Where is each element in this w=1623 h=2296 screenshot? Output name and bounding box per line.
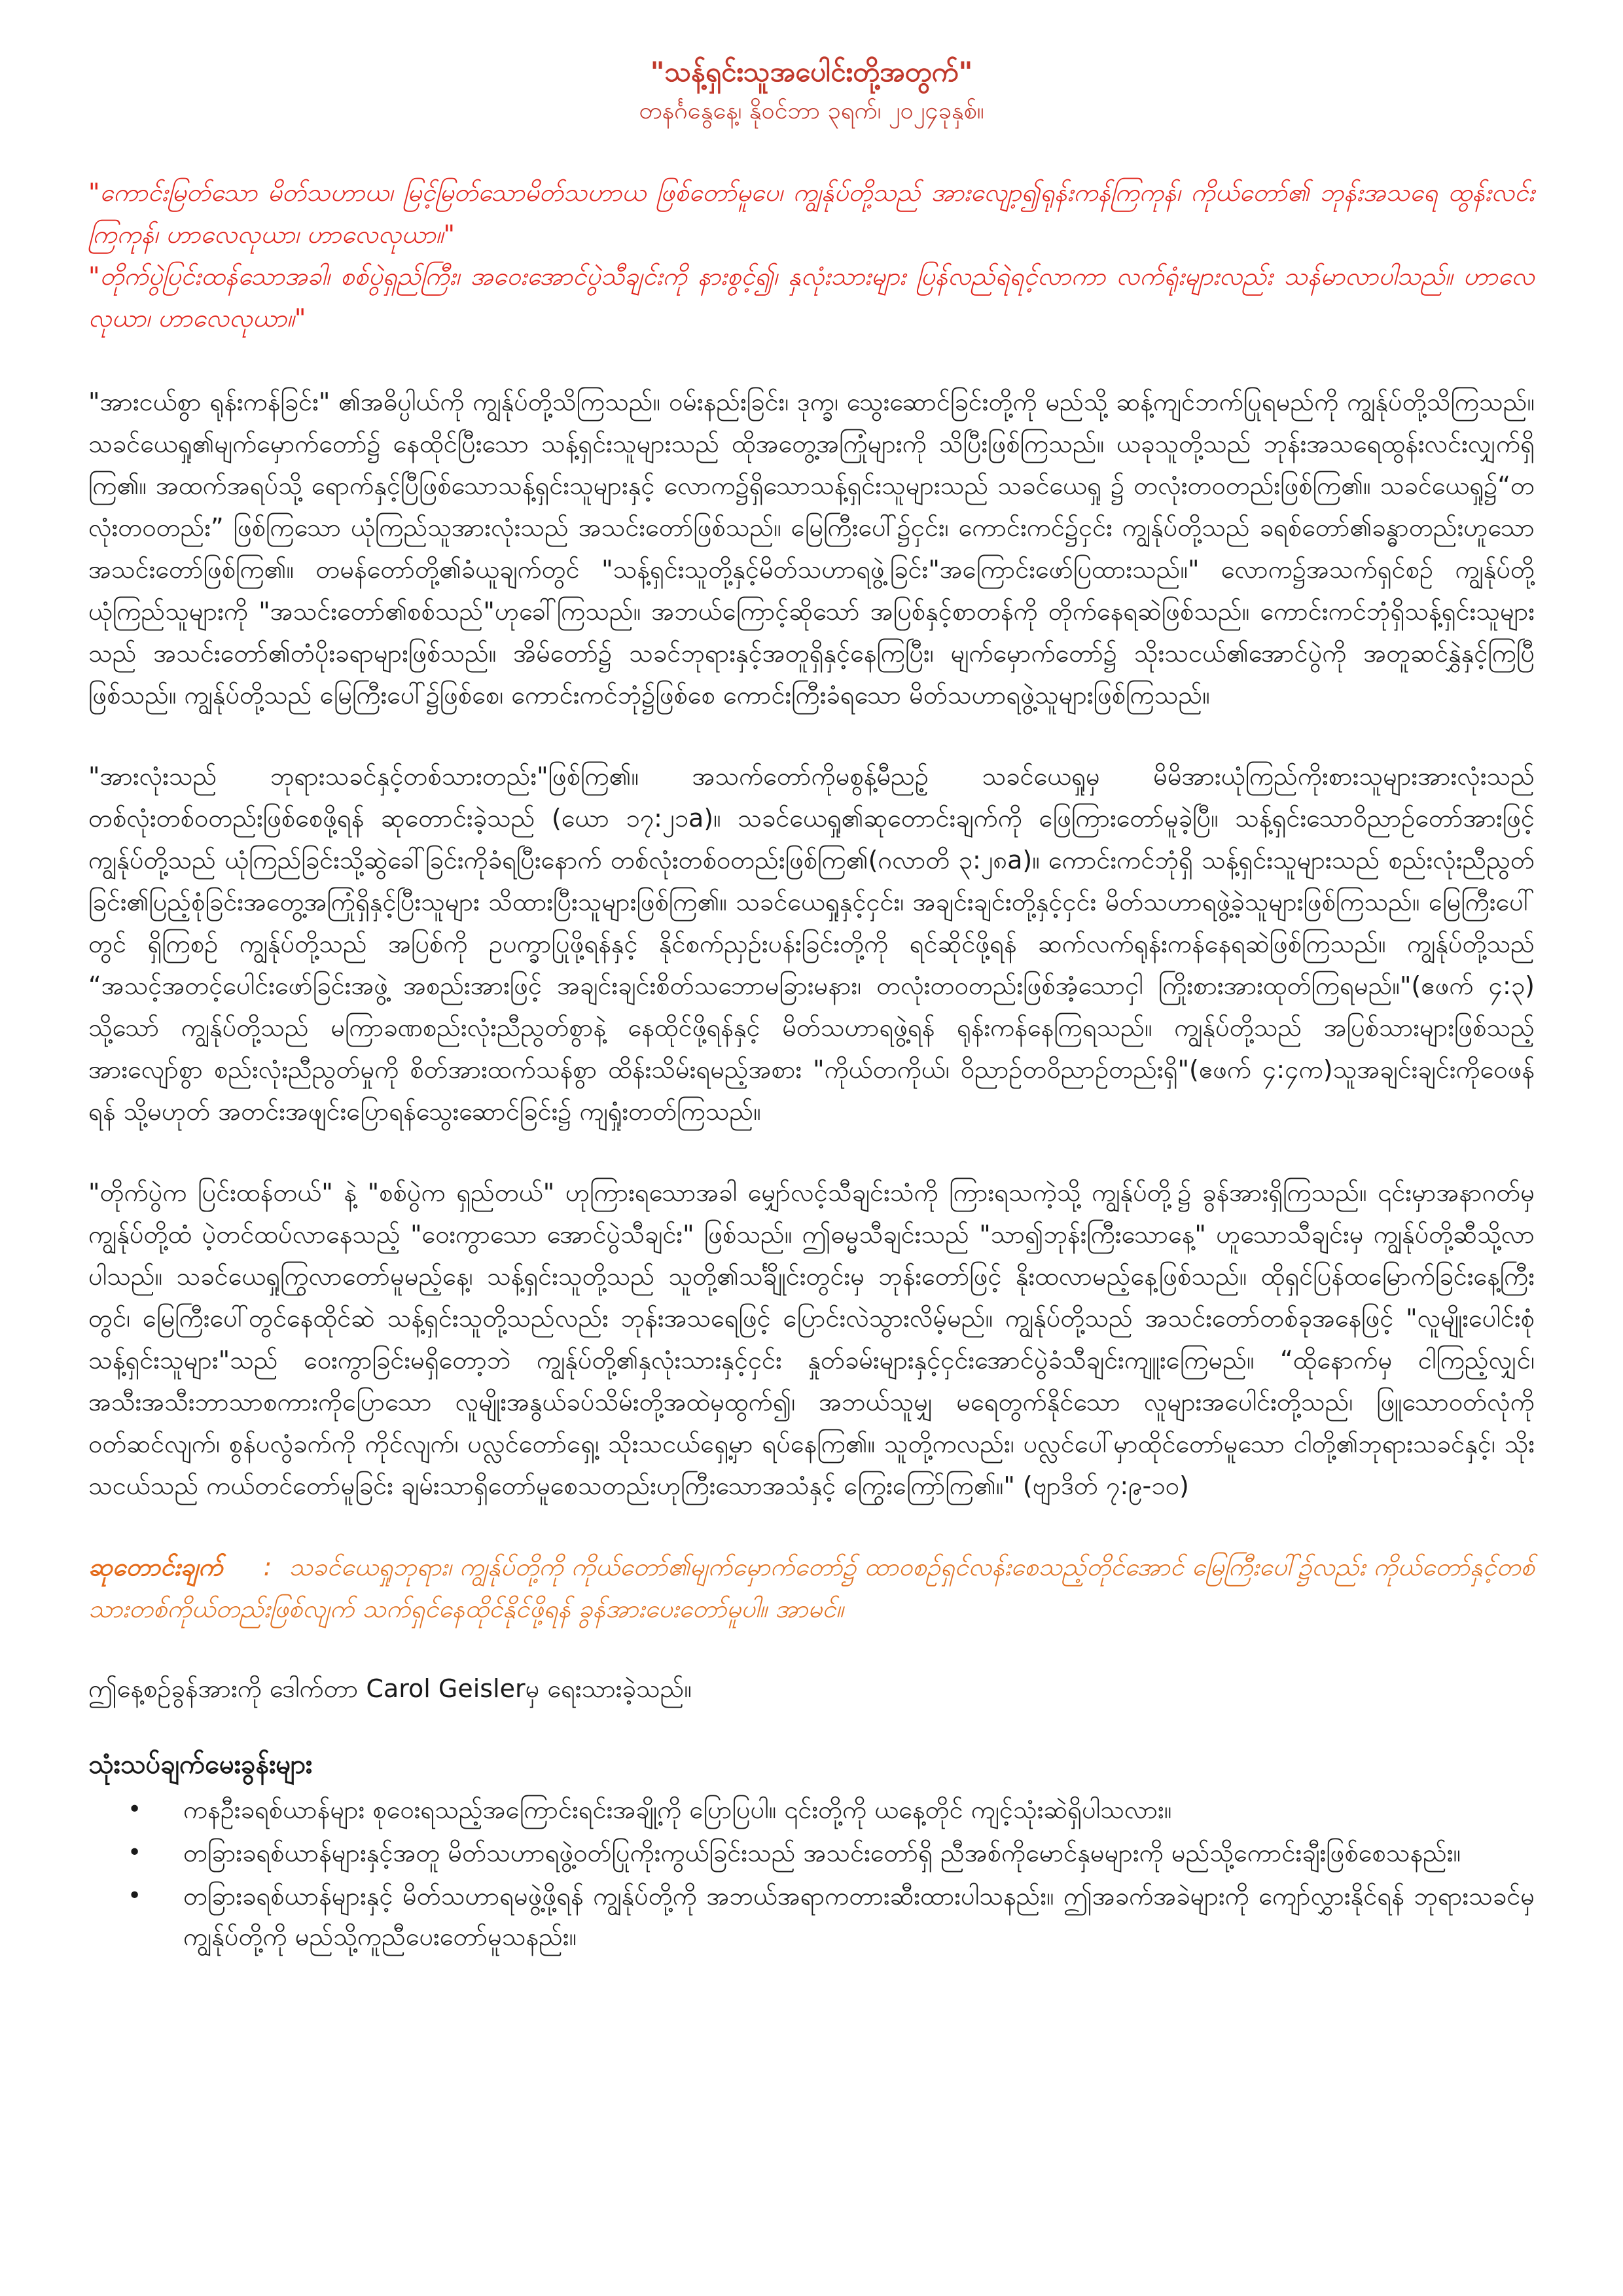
question-item — [88, 1876, 1535, 1957]
bullet-icon: • — [128, 1796, 142, 1823]
hymn-quote-line-2: "တိုက်ပွဲပြင်းထန်သောအခါ၊ စစ်ပွဲရှည်ကြီး၊ အဝေးအောင်ပွဲသီချင်းကို နားစွင့်၍၊ နှလုံးသားများ ပြန်လည်ရဲရင့်လာကာ လက်ရုံးများလည်း သန်မာလာပါသည်။ ဟာလေလုယာ၊ ဟာလေလုယာ။" — [88, 262, 1535, 332]
question-item — [88, 1833, 1535, 1873]
devotional-body — [88, 381, 1535, 1957]
prayer-label: ဆုတောင်းချက် — [88, 1552, 223, 1581]
prayer-text: သခင်ယေရှုဘုရား၊ ကျွန်ုပ်တို့ကို ကိုယ်တော်၏မျက်မှောက်တော်၌ ထာဝစဉ်ရှင်လန်းစေသည့်တိုင်အောင် မြေကြီးပေါ်၌လည်း ကိုယ်တော်နှင့်တစ်သားတစ်ကိုယ်တည်းဖြစ်လျက် သက်ရှင်နေထိုင်နိုင်ဖို့ရန် ခွန်အားပေးတော်မူပါ။ အာမင်။ — [88, 1552, 1535, 1623]
question-item — [88, 1789, 1535, 1830]
body-paragraph-2: "အားလုံးသည် ဘုရားသခင်နှင့်တစ်သားတည်း"ဖြစ်ကြ၏။ အသက်တော်ကိုမစွန့်မီညဥ့် သခင်ယေရှုမှ မိမိအားယုံကြည်ကိုးစားသူများအားလုံးသည် တစ်လုံးတစ်ဝတည်းဖြစ်စေဖို့ရန် ဆုတောင်းခဲ့သည် (ယော ၁၇:၂၁a)။ သခင်ယေရှု၏ဆုတောင်းချက်ကို ဖြေကြားတော်မူခဲ့ပြီ။ သန့်ရှင်းသောဝိညာဉ်တော်အားဖြင့် ကျွန်ုပ်တို့သည် ယုံကြည်ခြင်းသို့ဆွဲခေါ်ခြင်းကိုခံရပြီးနောက် တစ်လုံးတစ်ဝတည်းဖြစ်ကြ၏(ဂလာတိ ၃:၂၈a)။ ကောင်းကင်ဘုံရှိ သန့်ရှင်းသူများသည် စည်းလုံးညီညွတ်ခြင်း၏ပြည့်စုံခြင်းအတွေ့အကြုံရှိနှင့်ပြီးသူများ သိထားပြီးသူများဖြစ်ကြ၏။ သခင်ယေရှုနှင့်ငှင်း၊ အချင်းချင်းတို့နှင့်ငှင်း မိတ်သဟာရဖွဲ့ခဲ့သူများဖြစ်ကြသည်။ မြေကြီးပေါ်တွင် ရှိကြစဉ် ကျွန်ုပ်တို့သည် အပြစ်ကို ဥပက္ခာပြုဖို့ရန်နှင့် နိုင်စက်ညှဉ်းပန်းခြင်းတို့ကို ရင်ဆိုင်ဖို့ရန် ဆက်လက်ရုန်းကန်နေရဆဲဖြစ်ကြသည်။ ကျွန်ုပ်တို့သည် “အသင့်အတင့်ပေါင်းဖော်ခြင်းအဖွဲ့ အစည်းအားဖြင့် အချင်းချင်းစိတ်သဘောမခြားမနား၊ တလုံးတဝတည်းဖြစ်အံ့သောငှါ ကြိုးစားအားထုတ်ကြရမည်။"(ဧဖက် ၄:၃) သို့သော် ကျွန်ုပ်တို့သည် မကြာခဏစည်းလုံးညီညွတ်စွာနဲ့ နေထိုင်ဖို့ရန်နှင့် မိတ်သဟာရဖွဲ့ရန် ရုန်းကန်နေကြရသည်။ ကျွန်ုပ်တို့သည် အပြစ်သားများဖြစ်သည့်အားလျော်စွာ စည်းလုံးညီညွတ်မှုကို စိတ်အားထက်သန်စွာ ထိန်းသိမ်းရမည့်အစား "ကိုယ်တကိုယ်၊ ဝိညာဉ်တဝိညာဉ်တည်းရှိ"(ဧဖက် ၄:၄က)သူအချင်းချင်းကိုဝေဖန်ရန် သို့မဟုတ် အတင်းအဖျင်းပြောရန်သွေးဆောင်ခြင်း၌ ကျရှုံးတတ်ကြသည်။ — [88, 762, 1535, 1126]
prayer-block — [88, 1546, 1535, 1630]
bullet-icon: • — [128, 1839, 142, 1866]
bullet-icon: • — [128, 1882, 142, 1909]
page-date: တနင်္ဂနွေနေ့၊ နိုဝင်ဘာ ၃ရက်၊ ၂၀၂၄ခုနှစ်။ — [639, 98, 984, 124]
hymn-quote — [88, 171, 1535, 339]
questions-list — [88, 1789, 1535, 1957]
page-title: "သန့်ရှင်းသူအပေါင်းတို့အတွက်" — [650, 56, 973, 88]
question-text: တခြားခရစ်ယာန်များနှင့်အတူ မိတ်သဟာရဖွဲ့ဝတ်ပြုကိုးကွယ်ခြင်းသည် အသင်းတော်ရှိ ညီအစ်ကိုမောင်နှမများကို မည်သို့ကောင်းချီးဖြစ်စေသနည်း။ — [183, 1839, 1461, 1867]
hymn-quote-line-1: "ကောင်းမြတ်သော မိတ်သဟာယ၊ မြင့်မြတ်သောမိတ်သဟာယ ဖြစ်တော်မူပေ၊ ကျွန်ုပ်တို့သည် အားလျော့၍ရုန်းကန်ကြကုန်၊ ကိုယ်တော်၏ ဘုန်းအသရေ ထွန်းလင်းကြကုန်၊ ဟာလေလုယာ၊ ဟာလေလုယာ။" — [88, 178, 1535, 249]
body-paragraph-1: "အားငယ်စွာ ရုန်းကန်ခြင်း" ၏အဓိပ္ပါယ်ကို ကျွန်ုပ်တို့သိကြသည်။ ဝမ်းနည်းခြင်း၊ ဒုက္ခ၊ သွေးဆောင်ခြင်းတို့ကို မည်သို့ ဆန့်ကျင်ဘက်ပြုရမည်ကို ကျွန်ုပ်တို့သိကြသည်။ သခင်ယေရှု၏မျက်မှောက်တော်၌ နေထိုင်ပြီးသော သန့်ရှင်းသူများသည် ထိုအတွေ့အကြုံများကို သိပြီးဖြစ်ကြသည်။ ယခုသူတို့သည် ဘုန်းအသရေထွန်းလင်းလျှက်ရှိကြ၏။ အထက်အရပ်သို့ ရောက်နှင့်ပြီဖြစ်သောသန့်ရှင်းသူများနှင့် လောက၌ရှိသောသန့်ရှင်းသူများသည် သခင်ယေရှု ၌ တလုံးတဝတည်းဖြစ်ကြ၏။ သခင်ယေရှု၌“တလုံးတဝတည်း” ဖြစ်ကြသော ယုံကြည်သူအားလုံးသည် အသင်းတော်ဖြစ်သည်။ မြေကြီးပေါ်၌ငှင်း၊ ကောင်းကင်၌ငှင်း ကျွန်ုပ်တို့သည် ခရစ်တော်၏ခန္ဓာတည်းဟူသောအသင်းတော်ဖြစ်ကြ၏။ တမန်တော်တို့၏ခံယူချက်တွင် "သန့်ရှင်းသူတို့နှင့်မိတ်သဟာရဖွဲ့ခြင်း"အကြောင်းဖော်ပြထားသည်။" လောက၌အသက်ရှင်စဉ် ကျွန်ုပ်တို့ယုံကြည်သူများကို "အသင်းတော်၏စစ်သည်"ဟုခေါ်ကြသည်။ အဘယ်ကြောင့်ဆိုသော် အပြစ်နှင့်စာတန်ကို တိုက်နေရဆဲဖြစ်သည်။ ကောင်းကင်ဘုံရှိသန့်ရှင်းသူများသည် အသင်းတော်၏တံပိုးခရာများဖြစ်သည်။ အိမ်တော်၌ သခင်ဘုရားနှင့်အတူရှိနှင့်နေကြပြီး၊ မျက်မှောက်တော်၌ သိုးသငယ်၏အောင်ပွဲကို အတူဆင်နွှဲနှင့်ကြပြီဖြစ်သည်။ ကျွန်ုပ်တို့သည် မြေကြီးပေါ်၌ဖြစ်စေ၊ ကောင်းကင်ဘုံ၌ဖြစ်စေ ကောင်းကြီးခံရသော မိတ်သဟာရဖွဲ့သူများဖြစ်ကြသည်။ — [88, 387, 1535, 709]
prayer-separator: : — [263, 1552, 272, 1581]
body-paragraph-3: "တိုက်ပွဲက ပြင်းထန်တယ်" နဲ့ "စစ်ပွဲက ရှည်တယ်" ဟုကြားရသောအခါ မျှော်လင့်သီချင်းသံကို ကြားရသကဲ့သို့ ကျွန်ုပ်တို့၌ ခွန်အားရှိကြသည်။ ၎င်းမှာအနာဂတ်မှ ကျွန်ုပ်တို့ထံ ပဲ့တင်ထပ်လာနေသည့် "ဝေးကွာသော အောင်ပွဲသီချင်း" ဖြစ်သည်။ ဤဓမ္မသီချင်းသည် "သာ၍ဘုန်းကြီးသောနေ့" ဟူသောသီချင်းမှ ကျွန်ုပ်တို့ဆီသို့လာပါသည်။ သခင်ယေရှုကြွလာတော်မူမည့်နေ့၊ သန့်ရှင်းသူတို့သည် သူတို့၏သင်္ချိုင်းတွင်းမှ ဘုန်းတော်ဖြင့် နိုးထလာမည့်နေ့ဖြစ်သည်။ ထိုရှင်ပြန်ထမြောက်ခြင်းနေ့ကြီးတွင်၊ မြေကြီးပေါ်တွင်နေထိုင်ဆဲ သန့်ရှင်းသူတို့သည်လည်း ဘုန်းအသရေဖြင့် ပြောင်းလဲသွားလိမ့်မည်။ ကျွန်ုပ်တို့သည် အသင်းတော်တစ်ခုအနေဖြင့် "လူမျိုးပေါင်းစုံသန့်ရှင်းသူများ"သည် ဝေးကွာခြင်းမရှိတော့ဘဲ ကျွန်ုပ်တို့၏နှလုံးသားနှင့်ငှင်း နှုတ်ခမ်းများနှင့်ငှင်းအောင်ပွဲခံသီချင်းကျူးကြေမည်။ “ထိုနောက်မှ ငါကြည့်လျှင်၊ အသီးအသီးဘာသာစကားကိုပြောသော လူမျိုးအနွယ်ခပ်သိမ်းတို့အထဲမှထွက်၍၊ အဘယ်သူမျှ မရေတွက်နိုင်သော လူများအပေါင်းတို့သည်၊ ဖြူသောဝတ်လုံကို ဝတ်ဆင်လျက်၊ စွန်ပလွံခက်ကို ကိုင်လျက်၊ ပလ္လင်တော်ရှေ့၊ သိုးသငယ်ရှေ့မှာ ရပ်နေကြ၏။ သူတို့ကလည်း၊ ပလ္လင်ပေါ်မှာထိုင်တော်မူသော ငါတို့၏ဘုရားသခင်နှင့်၊ သိုးသငယ်သည် ကယ်တင်တော်မူခြင်း ချမ်းသာရှိတော်မူစေသတည်းဟုကြီးသောအသံနှင့် ကြွေးကြော်ကြ၏။" (ဗျာဒိတ် ၇:၉-၁၀) — [88, 1178, 1535, 1500]
author-credit: ဤနေ့စဉ်ခွန်အားကို ဒေါက်တာ Carol Geislerမှ ရေးသားခဲ့သည်။ — [88, 1674, 692, 1703]
questions-heading: သုံးသပ်ချက်မေးခွန်းများ — [88, 1749, 313, 1780]
question-text: တခြားခရစ်ယာန်များနှင့် မိတ်သဟာရမဖွဲ့ဖို့ရန် ကျွန်ုပ်တို့ကို အဘယ်အရာကတားဆီးထားပါသနည်း။ ဤအခက်အခဲများကို ကျော်လွှားနိုင်ရန် ဘုရားသခင်မှ ကျွန်ုပ်တို့ကို မည်သို့ကူညီပေးတော်မူသနည်း။ — [183, 1882, 1535, 1951]
question-text: ကနဦးခရစ်ယာန်များ စုဝေးရသည့်အကြောင်းရင်းအချို့ကို ပြောပြပါ။ ၎င်းတို့ကို ယနေ့တိုင် ကျင့်သုံးဆဲရှိပါသလား။ — [183, 1795, 1172, 1824]
